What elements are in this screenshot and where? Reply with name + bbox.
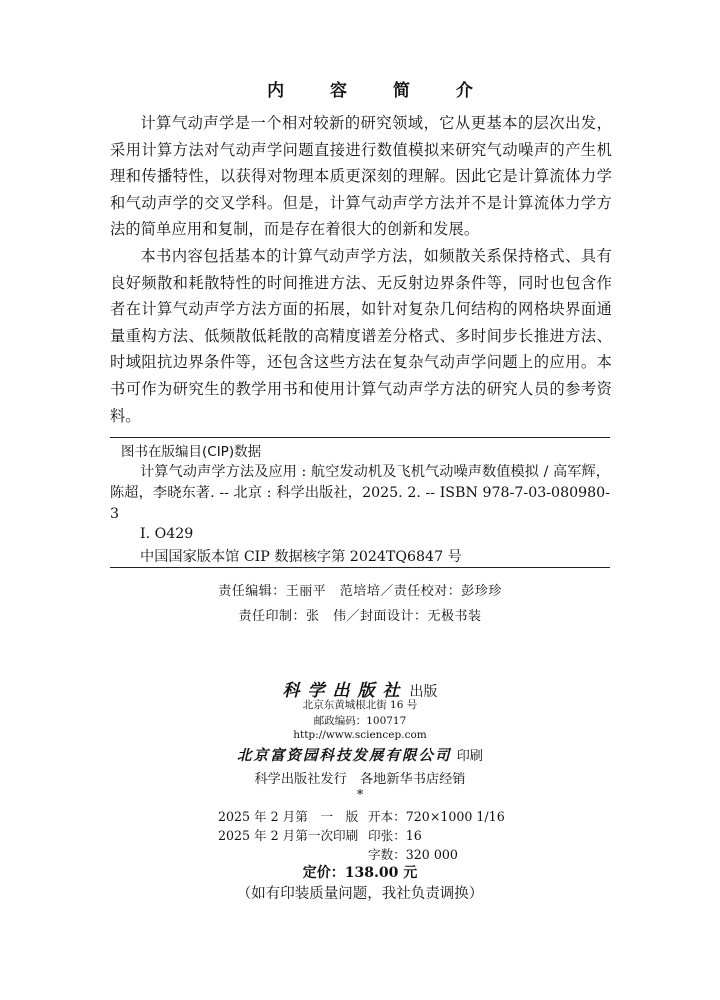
editor-credits: 责任编辑：王丽平 范培培／责任校对：彭珍珍 xyxy=(218,584,502,599)
print-sheets: 印张：16 xyxy=(368,828,422,843)
printer-line xyxy=(0,744,720,765)
publisher-name: 科学出版社 xyxy=(282,681,408,701)
price: 定价：138.00 元 xyxy=(302,865,418,881)
cip-bottom-rule xyxy=(110,567,610,568)
publisher-website: http://www.sciencep.com xyxy=(293,729,427,741)
printer-name: 北京富资园科技发展有限公司 xyxy=(237,747,452,764)
production-credits: 责任印制：张 伟／封面设计：无极书装 xyxy=(238,609,482,624)
spec-row-printing xyxy=(218,825,422,844)
book-format: 开本：720×1000 1/16 xyxy=(368,809,505,824)
separator-asterisk: * xyxy=(356,788,364,803)
print-date: 2025 年 2 月第一次印刷 xyxy=(218,828,359,843)
spec-row-edition xyxy=(218,806,505,825)
cip-heading: 图书在版编目(CIP)数据 xyxy=(121,444,262,460)
page-title: 内 容 简 介 xyxy=(267,81,493,101)
word-count: 字数：320 000 xyxy=(368,847,458,862)
publisher-postcode: 邮政编码：100717 xyxy=(313,715,407,727)
cip-classification: Ⅰ. O429 xyxy=(140,526,194,542)
summary-paragraph-1: 计算气动声学是一个相对较新的研究领域，它从更基本的层次出发，采用计算方法对气动声学问题直接进行数值模拟来研究气动噪声的产生机理和传播特性，以获得对物理本质更深刻的理解。因此它是计算流体力学和气动声学的交叉学科。但是，计算气动声学方法并不是计算流体力学方法的简单应用和复制，而是存在着很大的创新和发展。 xyxy=(110,114,612,239)
cip-entry: 计算气动声学方法及应用 : 航空发动机及飞机气动噪声数值模拟 / 高军辉，陈超，李晓东著. -- 北京 : 科学出版社，2025. 2. -- ISBN 978-7-03-080980-3 xyxy=(110,464,610,522)
publisher-address: 北京东黄城根北街 16 号 xyxy=(302,699,418,711)
distribution-line: 科学出版社发行 各地新华书店经销 xyxy=(254,772,466,787)
cip-top-rule xyxy=(110,437,610,438)
publisher-suffix: 出版 xyxy=(409,684,438,700)
quality-notice: （如有印装质量问题，我社负责调换） xyxy=(236,886,484,902)
printer-suffix: 印刷 xyxy=(456,749,483,764)
cip-library-number: 中国国家版本馆 CIP 数据核字第 2024TQ6847 号 xyxy=(140,549,462,565)
edition-date: 2025 年 2 月第 一 版 xyxy=(218,809,359,824)
summary-paragraph-2: 本书内容包括基本的计算气动声学方法，如频散关系保持格式、具有良好频散和耗散特性的时间推进方法、无反射边界条件等，同时也包含作者在计算气动声学方法方面的拓展，如针对复杂几何结构的网格块界面通量重构方法、低频散低耗散的高精度谱差分格式、多时间步长推进方法、时域阻抗边界条件等，还包含这些方法在复杂气动声学问题上的应用。本书可作为研究生的教学用书和使用计算气动声学方法的研究人员的参考资料。 xyxy=(110,247,612,425)
